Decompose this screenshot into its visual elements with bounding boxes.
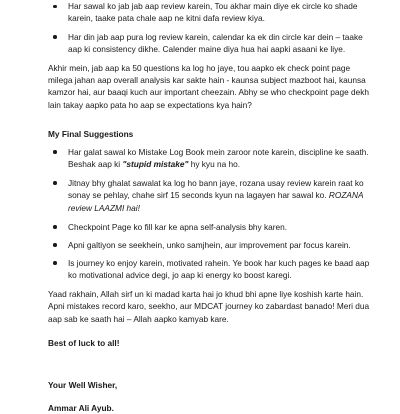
list-item — [48, 239, 370, 251]
signoff-text: Your Well Wisher, — [48, 380, 118, 391]
list-item-text: Jitnay bhy ghalat sawalat ka log ho bann jaye, rozana usay review karein raat ko sonay se pehlay, chahe sirf 15 seconds kyun na lagayen har sawal ko. — [68, 177, 364, 201]
list-item — [48, 221, 370, 233]
list-item — [48, 177, 370, 214]
final-suggestions-list — [48, 146, 370, 282]
list-item — [48, 0, 370, 25]
list-item-text: hy kyu na ho. — [188, 159, 241, 170]
list-item — [48, 31, 370, 56]
list-item-text: Is journey ko enjoy karein, motivated rahein. Ye book har kuch pages ke baad aap ko motivational advice degi, jo aap ki energy ko boost karegi. — [68, 257, 370, 280]
checkpoint-paragraph: Akhir mein, jab aap ka 50 questions ka log ho jaye, tou aapko ek check point page milega jahan aap overall analysis kar sakte hain - kaunsa subject mazboot hai, kaunsa kamzor hai, aur baaqi kuch aur important cheezain. Abhy se who checkpoint page dekh lain takay aapko pata ho aap se expectations kya hain? — [48, 62, 370, 110]
emphasis-text: "stupid mistake" — [122, 159, 189, 170]
list-item-text: Apni galtiyon se seekhein, unko samjhein, aur improvement par focus karein. — [68, 239, 351, 250]
author-name: Ammar Ali Ayub. — [48, 402, 114, 413]
emphasis-text: ROZANA review LAAZMI hai! — [68, 190, 364, 213]
closing-paragraph: Yaad rakhain, Allah sirf un ki madad karta hai jo khud bhi apne liye koshish karte hain. Apni mistakes record karo, seekho, aur MDCAT journey ko zabardast banado! Meri dua aap sab ke saath hai – Allah aapko kamyab kare. — [48, 288, 370, 324]
section-heading: My Final Suggestions — [48, 129, 134, 140]
list-item-text: Checkpoint Page ko fill kar ke apna self-analysis bhy karen. — [68, 221, 288, 232]
list-item-text: Har galat sawal ko Mistake Log Book mein zaroor note karein, discipline ke saath. Beshak aap ki — [68, 146, 369, 170]
list-item-text: Har sawal ko jab jab aap review karein, Tou akhar main diye ek circle ko shade karein, taake pata chale aap ne kitni dafa review kiya. — [68, 1, 358, 24]
list-item-text: Har din jab aap pura log review karein, calendar ka ek din circle kar dein – taake aap ki consistency dikhe. Calender maine diya hua hai aapki asaani ke liye. — [68, 31, 363, 55]
best-of-luck-text: Best of luck to all! — [48, 338, 120, 349]
list-item — [48, 146, 370, 171]
list-item — [48, 257, 370, 282]
review-instructions-list — [48, 0, 370, 56]
